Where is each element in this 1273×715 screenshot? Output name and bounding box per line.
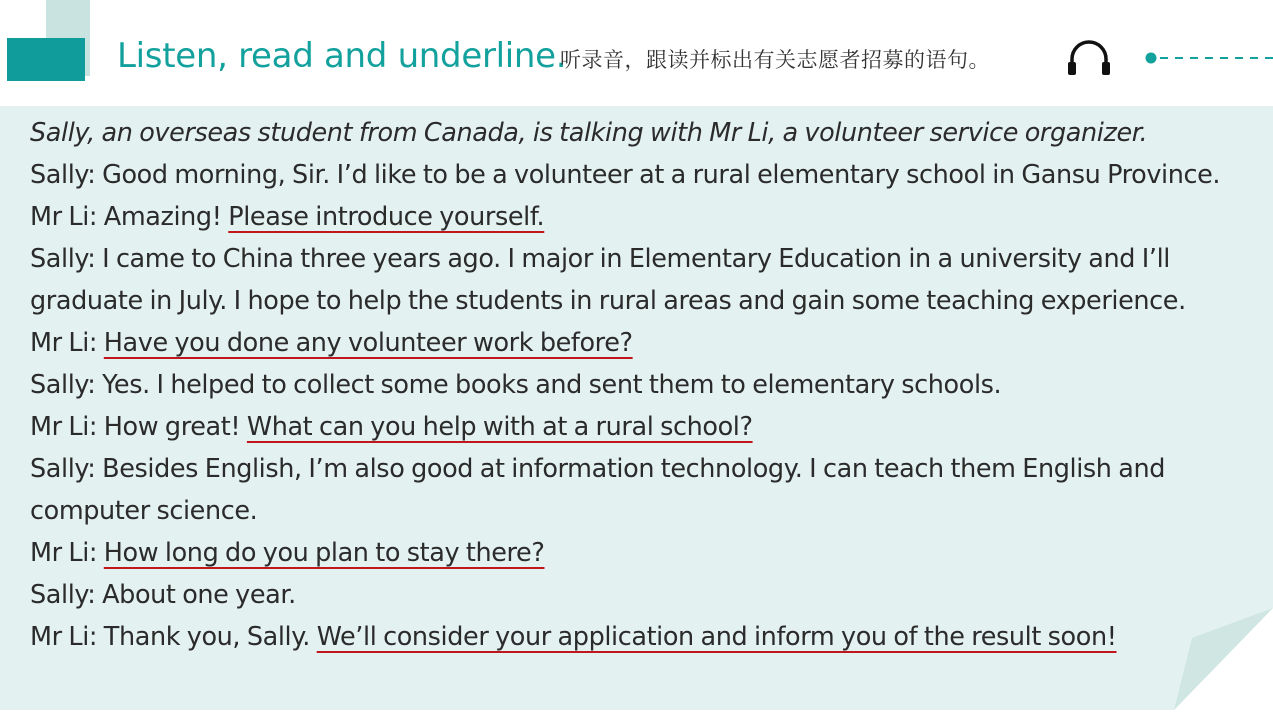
page-title: Listen, read and underline. [117,36,567,76]
speaker-text: Mr Li: Amazing! [30,202,229,232]
dialogue-line: graduate in July. I hope to help the students in rural areas and gain some teaching experience. [30,286,1186,316]
speaker-text: Mr Li: How great! [30,412,247,442]
dialogue-line: Sally: Good morning, Sir. I’d like to be a volunteer at a rural elementary school in Gansu Province. [30,160,1221,190]
underlined-sentence: Have you done any volunteer work before? [103,328,633,358]
dialogue-line [30,406,1260,448]
speaker-text: Mr Li: Thank you, Sally. [30,622,317,652]
dialogue-line: Sally: I came to China three years ago. I major in Elementary Education in a university and I’ll [30,244,1170,274]
underlined-sentence: We’ll consider your application and inform you of the result soon! [316,622,1117,652]
dialogue-line [30,616,1260,658]
dialogue-line: Sally: Yes. I helped to collect some books and sent them to elementary schools. [30,370,1002,400]
dialogue-line [30,532,1260,574]
underlined-sentence: Please introduce yourself. [228,202,545,232]
dialogue-text [30,112,1260,658]
underlined-sentence: What can you help with at a rural school? [246,412,753,442]
instruction-chinese: 听录音，跟读并标出有关志愿者招募的语句。 [560,48,990,72]
audio-progress-track[interactable] [1144,50,1273,66]
dialogue-line [30,196,1260,238]
headphone-icon[interactable] [1066,39,1112,77]
dialogue-line: Sally: Besides English, I’m also good at information technology. I can teach them English and [30,454,1166,484]
dialogue-line [30,322,1260,364]
header-decoration-dark [7,38,85,81]
audio-progress-dot [1146,53,1157,64]
underlined-sentence: How long do you plan to stay there? [103,538,545,568]
dialogue-line: computer science. [30,496,258,526]
intro-line: Sally, an overseas student from Canada, is talking with Mr Li, a volunteer service organizer. [30,118,1148,148]
dialogue-line: Sally: About one year. [30,580,296,610]
speaker-text: Mr Li: [30,538,104,568]
speaker-text: Mr Li: [30,328,104,358]
